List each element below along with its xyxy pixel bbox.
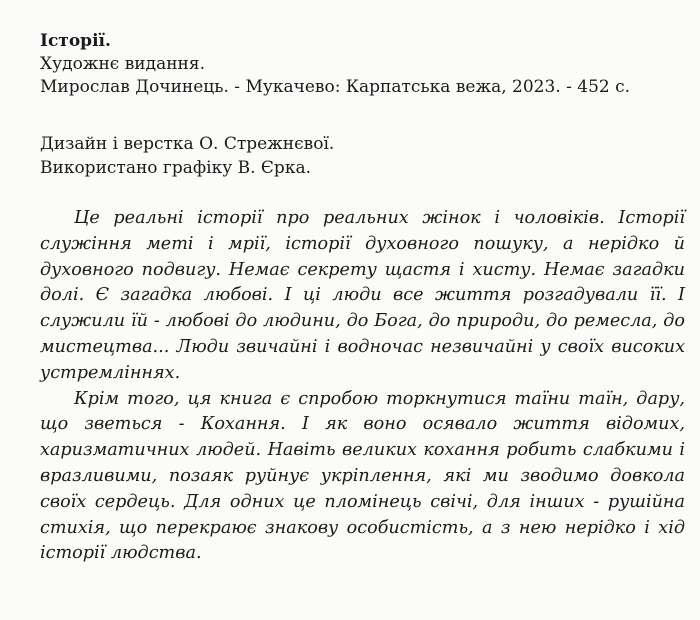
annotation-paragraph-2: Крім того, ця книга є спробою торкнутися таїни таїн, дару, що зветься - Кохання. І як воно осявало життя відомих, харизматичних людей. Навіть великих кохання робить слабкими і вразливими, позаяк руйнує укріплення, які ми зводимо довкола своїх сердець. Для одних це пломінець свічі, для інших - рушійна стихія, що перекраює знакову особистість, а з нею нерідко і хід історії людства. (40, 388, 685, 564)
graphics-credit: Використано графіку В. Єрка. (40, 158, 311, 178)
annotation-paragraph-1: Це реальні історії про реальних жінок і чоловіків. Історії служіння меті і мрії, історії духовного пошуку, а нерідко й духовного подвигу. Немає секрету щастя і хисту. Немає загадки долі. Є загадка любові. І ці люди все життя розгадували її. І служили їй - любові до людини, до Бога, до природи, до ремесла, до мистецтва... Люди звичайні і водночас незвичайні у своїх високих устремліннях. (40, 208, 685, 383)
credits-block (40, 132, 680, 180)
bibliographic-record: Мирослав Дочинець. - Мукачево: Карпатська вежа, 2023. - 452 с. (40, 77, 631, 97)
imprint-block (40, 30, 680, 99)
design-credit: Дизайн і верстка О. Стрежнєвої. (40, 134, 335, 154)
annotation-block (40, 206, 685, 567)
book-genre: Художнє видання. (40, 54, 205, 74)
book-title: Історії. (40, 31, 111, 51)
